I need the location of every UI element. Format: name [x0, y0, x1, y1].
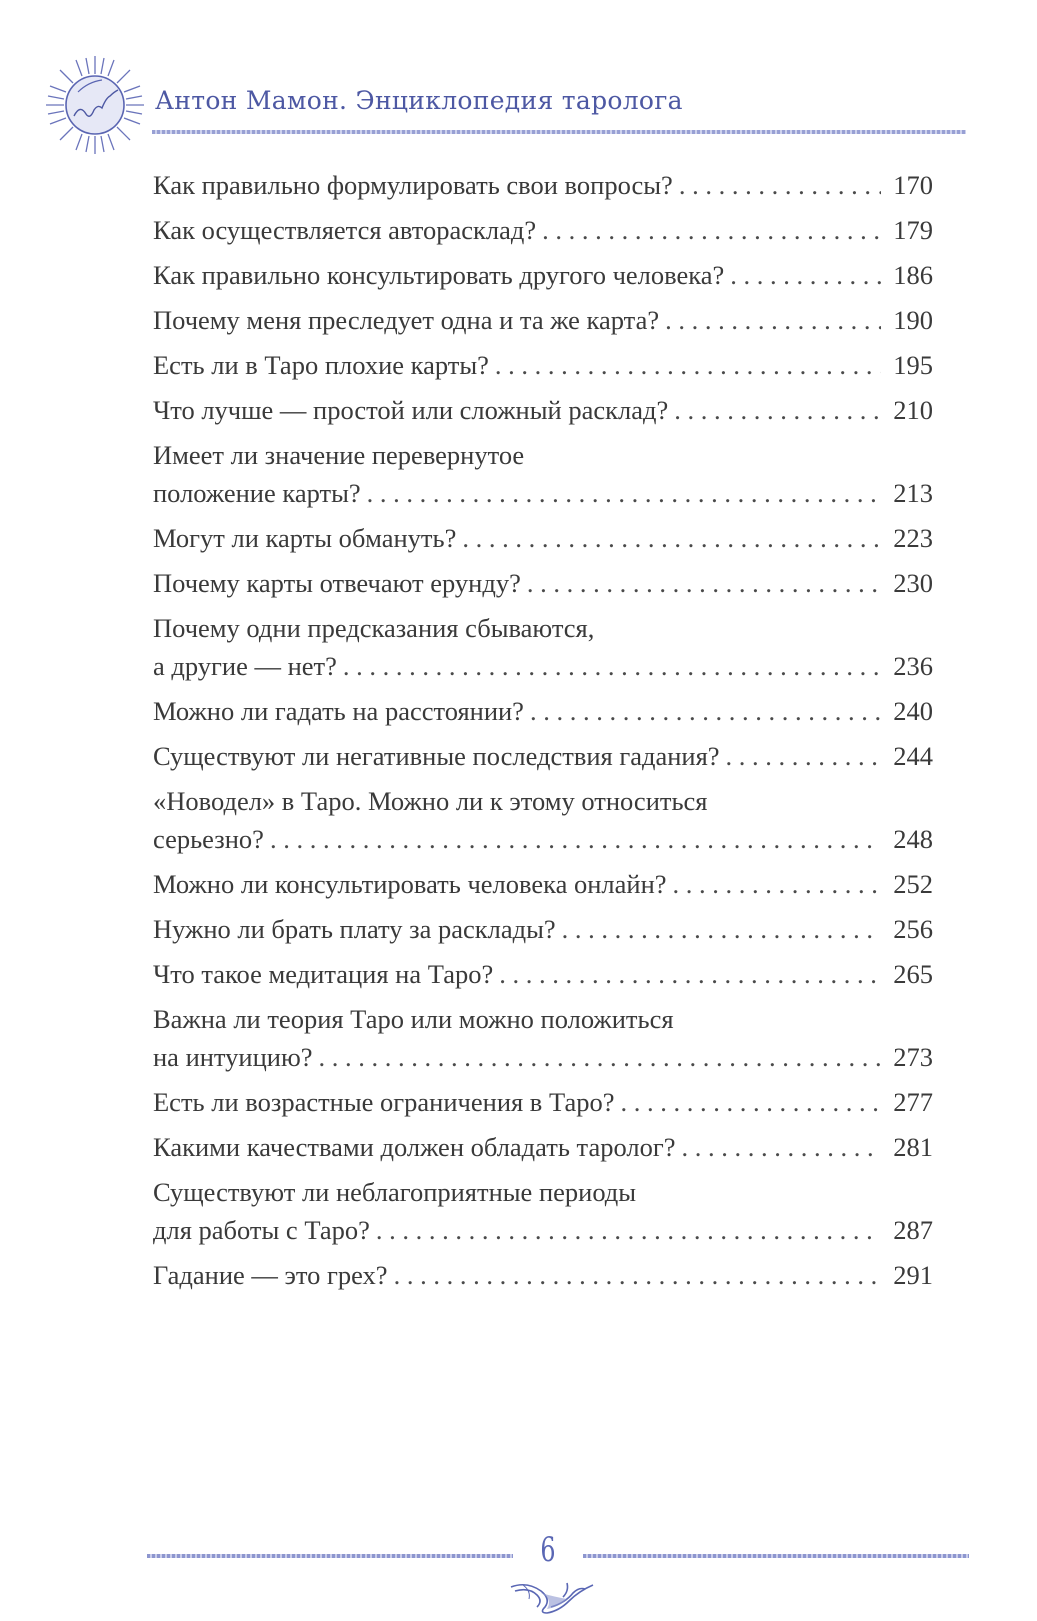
toc-entry-title: Есть ли возрастные ограничения в Таро?	[153, 1087, 615, 1117]
toc-entry-title: Есть ли в Таро плохие карты?	[153, 350, 489, 380]
toc-entry	[153, 782, 933, 858]
toc-entry-last-line	[153, 1128, 933, 1166]
toc-entry	[153, 519, 933, 557]
toc-entry-title: для работы с Таро?	[153, 1215, 370, 1245]
table-of-contents	[153, 166, 933, 1301]
toc-entry-title: Как правильно формулировать свои вопросы?	[153, 170, 673, 200]
toc-entry-title: на интуицию?	[153, 1042, 313, 1072]
wave-ornament-icon	[507, 1577, 597, 1617]
toc-entry-last-line	[153, 1038, 933, 1076]
header-divider	[152, 130, 966, 134]
dot-leader	[562, 910, 881, 948]
toc-entry-last-line	[153, 211, 933, 249]
toc-entry-last-line	[153, 1256, 933, 1294]
toc-entry-title: Какими качествами должен обладать таролог?	[153, 1132, 676, 1162]
toc-entry-title: Как правильно консультировать другого человека?	[153, 260, 725, 290]
toc-entry	[153, 564, 933, 602]
dot-leader	[394, 1256, 881, 1294]
running-title: Антон Мамон. Энциклопедия таролога	[155, 86, 683, 115]
toc-page-number: 273	[893, 1042, 933, 1072]
toc-page-number: 190	[893, 305, 933, 335]
toc-entry-last-line	[153, 692, 933, 730]
toc-entry-line	[153, 609, 933, 647]
toc-entry	[153, 1083, 933, 1121]
toc-page-number: 195	[893, 350, 933, 380]
dot-leader	[726, 737, 881, 775]
toc-entry-line	[153, 1173, 933, 1211]
toc-page-number: 179	[893, 215, 933, 245]
toc-entry-title: Важна ли теория Таро или можно положиться	[153, 1004, 674, 1034]
toc-page-number: 281	[893, 1132, 933, 1162]
dot-leader	[495, 346, 881, 384]
dot-leader	[367, 474, 881, 512]
dot-leader	[270, 820, 881, 858]
toc-entry-title: серьезно?	[153, 824, 264, 854]
dot-leader	[542, 211, 881, 249]
toc-page-number: 240	[893, 696, 933, 726]
dot-leader	[665, 301, 881, 339]
toc-entry-title: Что лучше — простой или сложный расклад?	[153, 395, 669, 425]
toc-entry-last-line	[153, 955, 933, 993]
toc-page-number: 265	[893, 959, 933, 989]
toc-entry-title: а другие — нет?	[153, 651, 337, 681]
toc-entry-title: положение карты?	[153, 478, 361, 508]
toc-entry-title: Могут ли карты обмануть?	[153, 523, 457, 553]
dot-leader	[679, 166, 881, 204]
toc-entry-last-line	[153, 346, 933, 384]
toc-entry-line	[153, 782, 933, 820]
toc-entry-last-line	[153, 474, 933, 512]
toc-page-number: 213	[893, 478, 933, 508]
dot-leader	[462, 519, 881, 557]
toc-entry-last-line	[153, 391, 933, 429]
toc-entry	[153, 436, 933, 512]
toc-entry-last-line	[153, 1083, 933, 1121]
dot-leader	[499, 955, 881, 993]
toc-entry	[153, 256, 933, 294]
toc-entry-last-line	[153, 910, 933, 948]
dot-leader	[730, 256, 881, 294]
toc-entry	[153, 737, 933, 775]
toc-entry-last-line	[153, 519, 933, 557]
dot-leader	[673, 865, 881, 903]
footer-divider-left	[147, 1554, 513, 1558]
toc-page-number: 291	[893, 1260, 933, 1290]
toc-entry-title: «Новодел» в Таро. Можно ли к этому относиться	[153, 786, 708, 816]
dot-leader	[527, 564, 881, 602]
toc-entry-last-line	[153, 647, 933, 685]
page-number: 6	[540, 1530, 556, 1570]
toc-entry	[153, 166, 933, 204]
toc-entry-title: Можно ли гадать на расстоянии?	[153, 696, 524, 726]
toc-entry-title: Нужно ли брать плату за расклады?	[153, 914, 556, 944]
dot-leader	[376, 1211, 881, 1249]
toc-entry-title: Существуют ли негативные последствия гадания?	[153, 741, 720, 771]
toc-entry-line	[153, 436, 933, 474]
toc-entry-last-line	[153, 166, 933, 204]
toc-entry-title: Можно ли консультировать человека онлайн?	[153, 869, 667, 899]
toc-entry	[153, 692, 933, 730]
toc-entry	[153, 211, 933, 249]
dot-leader	[674, 391, 881, 429]
dot-leader	[530, 692, 881, 730]
toc-entry	[153, 301, 933, 339]
toc-entry-title: Гадание — это грех?	[153, 1260, 388, 1290]
toc-entry-last-line	[153, 564, 933, 602]
toc-entry	[153, 955, 933, 993]
toc-entry-title: Почему одни предсказания сбываются,	[153, 613, 595, 643]
toc-page-number: 248	[893, 824, 933, 854]
toc-entry-last-line	[153, 820, 933, 858]
toc-entry-title: Почему карты отвечают ерунду?	[153, 568, 521, 598]
dot-leader	[621, 1083, 882, 1121]
dot-leader	[343, 647, 881, 685]
toc-entry-last-line	[153, 256, 933, 294]
toc-page-number: 223	[893, 523, 933, 553]
toc-entry-line	[153, 1000, 933, 1038]
toc-page-number: 170	[893, 170, 933, 200]
toc-entry	[153, 346, 933, 384]
toc-entry	[153, 1173, 933, 1249]
toc-entry	[153, 910, 933, 948]
dot-leader	[319, 1038, 881, 1076]
toc-entry-title: Что такое медитация на Таро?	[153, 959, 494, 989]
toc-page-number: 287	[893, 1215, 933, 1245]
sun-icon	[44, 54, 146, 156]
dot-leader	[681, 1128, 881, 1166]
footer-divider-right	[583, 1554, 969, 1558]
toc-entry-title: Почему меня преследует одна и та же карта?	[153, 305, 660, 335]
toc-entry	[153, 865, 933, 903]
toc-page-number: 244	[893, 741, 933, 771]
toc-entry-title: Как осуществляется авторасклад?	[153, 215, 537, 245]
toc-entry	[153, 1000, 933, 1076]
toc-page-number: 230	[893, 568, 933, 598]
toc-entry	[153, 391, 933, 429]
toc-entry	[153, 1128, 933, 1166]
toc-entry-title: Имеет ли значение перевернутое	[153, 440, 525, 470]
toc-entry	[153, 609, 933, 685]
toc-page-number: 236	[893, 651, 933, 681]
toc-page-number: 252	[893, 869, 933, 899]
toc-entry-last-line	[153, 301, 933, 339]
toc-entry-last-line	[153, 1211, 933, 1249]
toc-page-number: 210	[893, 395, 933, 425]
toc-entry-last-line	[153, 865, 933, 903]
toc-entry-title: Существуют ли неблагоприятные периоды	[153, 1177, 637, 1207]
toc-page-number: 186	[893, 260, 933, 290]
toc-page-number: 277	[893, 1087, 933, 1117]
toc-page-number: 256	[893, 914, 933, 944]
toc-entry-last-line	[153, 737, 933, 775]
toc-entry	[153, 1256, 933, 1294]
